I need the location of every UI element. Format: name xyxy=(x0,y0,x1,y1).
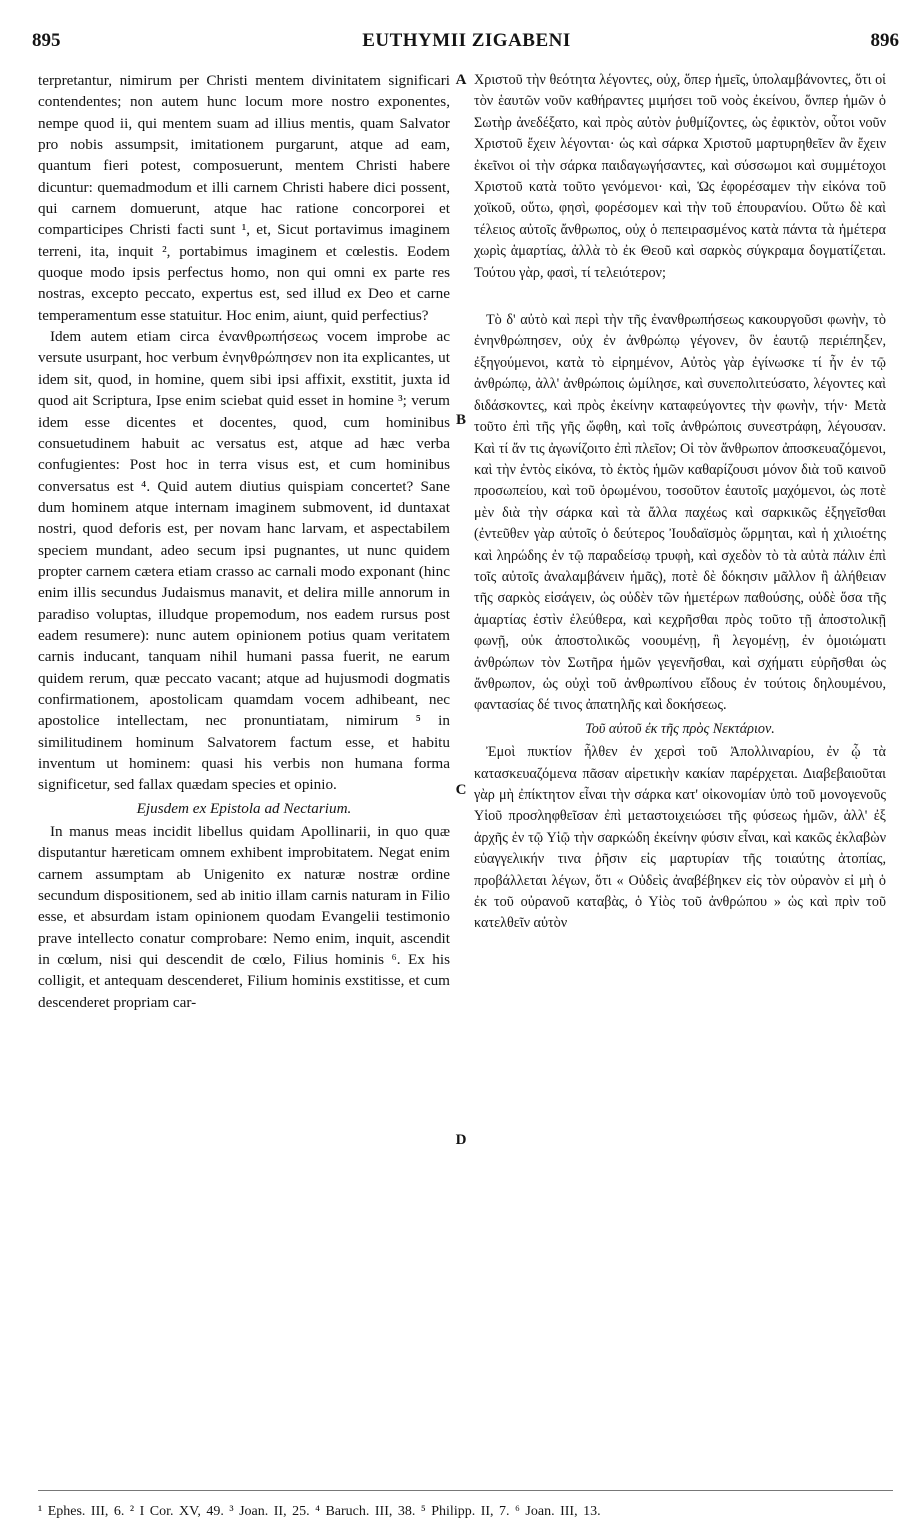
page-number-left: 895 xyxy=(32,30,61,51)
footnotes xyxy=(38,1502,893,1521)
column-gap xyxy=(474,284,886,310)
latin-column xyxy=(38,70,450,1013)
greek-subheading: Τοῦ αὐτοῦ ἐκ τῆς πρὸς Νεκτάριον. xyxy=(585,720,775,737)
footnote-text: ¹ Ephes. III, 6. ² I Cor. XV, 49. ³ Joan. II, 25. ⁴ Baruch. III, 38. ⁵ Philipp. II, 7. ⁶ Joan. III, 13. xyxy=(38,1504,601,1519)
latin-paragraph-2: Idem autem etiam circa ἐνανθρωπήσεως vocem improbe ac versute usurpant, hoc verbum ἐνηνθρώπησεν non ita explicantes, ut idem sit, quod, in homine, quem sibi ipsi affixit, exstitit, juxta id quod ait Scriptura, Ipse enim sciebat quid esset in homine ³; verum idem esse dicentes et docentes, quod, cum hominibus consuetudinem habuit ac versatus est, atque ad hæc verba confugientes: Post hoc in terra visus est, et cum hominibus conversatus est ⁴. Quid autem diutius quispiam concertet? Sane dum hominem atque internam imaginem submovent, id duntaxat nostri, quod deforis est, per novam hanc larvam, et aspectabilem speciem mundant, adeo secum ipsi pugnantes, ut nunc quidem propter carnem cætera etiam crasso ac carnali modo exponant (hinc enim illis secundus Judaismus manavit, et delira mille annorum in paradiso voluptas, illudque propemodum, nos eadem rursus post eadem resumere): nunc autem opinionem potius quam veritatem carnis inducant, tanquam nihil humani passa fuerit, ne earum quidem rerum, quæ peccato vacant; atque ad hujusmodi dogmatis confirmationem, apostolicam quamdam vocem adhibeant, nec apostolice intellectam, nec pronuntiatam, nimirum ⁵ in similitudinem hominum Salvatorem factum esse, et habitu inventum ut hominem: quasi his verbis non humana forma significetur, sed fallax quædam species et opinio. xyxy=(38,328,450,794)
section-marker-d: D xyxy=(455,1132,467,1148)
running-title: EUTHYMII ZIGABENI xyxy=(362,30,571,51)
greek-paragraph-2: Τὸ δ' αὐτὸ καὶ περὶ τὴν τῆς ἐνανθρωπήσεως κακουργοῦσι φωνὴν, τὸ ἐνηνθρώπησεν, οὐχ ἐν ἀνθρώπῳ γέγονεν, ὃν ἑαυτῷ περιέπηξεν, ἐξηγούμενοι, κατὰ τὸ εἰρημένον, Αὐτὸς γὰρ ἐγίνωσκε τί ἦν ἐν τῷ ἀνθρώπῳ, ἀλλ' ἀνθρώποις ὡμίλησε, καὶ συνεπολιτεύσατο, λέγοντες καὶ διδάσκοντες, καὶ πρὸς ἐκείνην καταφεύγοντες τὴν φωνὴν, τήν· Μετὰ τοῦτο ἐπὶ τῆς γῆς ὤφθη, καὶ τοῖς ἀνθρώποις συνεστράφη, λέγουσαν. Καὶ τί ἄν τις ἀγωνίζοιτο ἐπὶ πλεῖον; Οἱ τὸν ἄνθρωπον ἀποσκευαζόμενοι, καὶ τὴν ἐντὸς εἰκόνα, τὸ ἐκτὸς ἡμῶν καθαρίζουσι μόνον διὰ τοῦ καινοῦ προσωπείου, καὶ τοῦ ὁρωμένου, τοσοῦτον ἑαυτοῖς μαχόμενοι, ὡς ποτὲ μὲν διὰ τὴν σάρκα καὶ τὰ ἄλλα παχέως καὶ σαρκικῶς ἐξηγεῖσθαι (ἐντεῦθεν γὰρ αὐτοῖς ὁ δεύτερος Ἰουδαϊσμὸς ὥρμηται, καὶ ἡ χιλιοέτης καὶ ληρώδης ἐν τῷ παραδείσῳ τρυφὴ, καὶ σχεδὸν τὸ τὰ αὐτὰ πάλιν ἐπὶ τοῖς αὐτοῖς ἀναλαμβάνειν ἡμᾶς), ποτὲ δὲ δόκησιν μᾶλλον ἢ ἀλήθειαν τῆς σαρκὸς εἰσάγειν, ὡς οὐδὲν τῶν ἡμετέρων παθούσης, οὐδὲ ὅσα τῆς ἁμαρτίας ἐστὶν ἐλεύθερα, καὶ κεχρῆσθαι πρὸς τοῦτο τῇ ἀποστολικῇ φωνῇ, οὐκ ἀποστολικῶς νοουμένῃ, ἢ λεγομένῃ, ἐν ὁμοιώματι ἀνθρώπων τὸν Σωτῆρα ἡμῶν γεγενῆσθαι, καὶ σχήματι εὑρῆσθαι ὡς ἄνθρωπον, ὡς οὐχὶ τοῦ ἀνθρωπίνου εἴδους ἐν τούτοις δηλουμένου, φαντασίας δέ τινος ἀπατηλῆς καὶ δοκήσεως. xyxy=(474,312,886,714)
page-number-right: 896 xyxy=(870,30,899,51)
latin-paragraph-1: terpretantur, nimirum per Christi mentem divinitatem significari contendentes; non autem hunc locum more nostro exponentes, nempe quod ii, qui mentem suam ad illius mentis, quam Salvator pro nobis assumpsit, imitationem purgarunt, atque ad eam, quantum fieri potest, composuerunt, mentem Christi habere dicuntur: quemadmodum et illi carnem Christi habere dici possent, qui carnem domuerunt, atque hac ratione concorporei et comparticipes Christi facti sunt ¹, et, Sicut portavimus imaginem terreni, ita, inquit ², portabimus imaginem et cœlestis. Eodem quoque modo ipsis perfectus homo, non qui omni ex parte res nostras, excepto peccato, expertus est, sed illud ex Deo et carne temperamentum esse statuitur. Hoc enim, aiunt, quid perfectius? xyxy=(38,72,450,324)
latin-subheading: Ejusdem ex Epistola ad Nectarium. xyxy=(136,799,352,817)
section-marker-a: A xyxy=(455,72,467,88)
section-marker-b: B xyxy=(455,412,466,428)
section-marker-c: C xyxy=(455,782,467,798)
greek-column xyxy=(474,70,886,935)
footnote-divider xyxy=(38,1490,893,1491)
greek-paragraph-3: Ἐμοὶ πυκτίον ἦλθεν ἐν χερσὶ τοῦ Ἀπολλιναρίου, ἐν ᾧ τὰ κατασκευαζόμενα πᾶσαν αἱρετικὴν κακίαν παρέρχεται. Διαβεβαιοῦται γὰρ μὴ ἐπίκτητον εἶναι τὴν σάρκα κατ' οἰκονομίαν ὑπὸ τοῦ μονογενοῦς Υἱοῦ προσληφθεῖσαν ἐπὶ μεταστοιχειώσει τῆς φύσεως ἡμῶν, ἀλλ' ἐξ ἀρχῆς ἐν τῷ Υἱῷ τὴν σαρκώδη ἐκείνην φύσιν εἶναι, καὶ κακῶς ἐκλαβὼν εὐαγγελικήν τινα ῥῆσιν εἰς μαρτυρίαν τῆς τοιαύτης ἀτοπίας, προβάλλεται λέγων, ὅτι « Οὐδεὶς ἀναβέβηκεν εἰς τὸν οὐρανὸν εἰ μὴ ὁ ἐκ τοῦ οὐρανοῦ καταβὰς, ὁ Υἱὸς τοῦ ἀνθρώπου » ὡς καὶ πρὶν τοῦ κατελθεῖν αὐτὸν xyxy=(474,744,886,932)
page-header xyxy=(30,30,903,54)
latin-paragraph-3: In manus meas incidit libellus quidam Apollinarii, in quo quæ disputantur hæreticam omnem exhibent improbitatem. Negat enim carnem assumptam ab Unigenito ex naturæ nostræ ordine secundum dispositionem, sed ab initio illam carnis naturam in Filio esse, et absurdam istam opinionem quodam Evangelii testimonio prave intellecto conatur comprobare: Nemo enim, inquit, ascendit in cœlum, nisi qui descendit de cœlo, Filius hominis ⁶. Ex his colligit, et antequam descenderet, Filium hominis exstitisse, et cum descenderet propriam car- xyxy=(38,823,450,1011)
greek-paragraph-1: Χριστοῦ τὴν θεότητα λέγοντες, οὐχ, ὅπερ ἡμεῖς, ὑπολαμβάνοντες, ὅτι οἱ τὸν ἑαυτῶν νοῦν καθήραντες μιμήσει τοῦ νοὸς ἐκείνου, ὅνπερ ἡμῶν ὁ Σωτὴρ ἀνεδέξατο, καὶ πρὸς αὐτὸν ῥυθμίζοντες, ὡς ἐφικτὸν, οὗτοι νοῦν Χριστοῦ ἔχειν λέγονται· ὡς καὶ σάρκα Χριστοῦ μαρτυρηθεῖεν ἂν ἔχειν ἐκεῖνοι οἱ τὴν σάρκα παιδαγωγήσαντες, καὶ σύσσωμοι καὶ συμμέτοχοι Χριστοῦ κατὰ τοῦτο γενόμενοι· καὶ, Ὡς ἐφορέσαμεν τὴν εἰκόνα τοῦ χοϊκοῦ, οὕτω, φησὶ, φορέσομεν καὶ τὴν τοῦ ἐπουρανίου. Οὕτω δὲ καὶ τέλειος αὐτοῖς ἄνθρωπος, οὐχ ὁ πεπειρασμένος κατὰ πάντα τὰ ἡμέτερα χωρὶς ἁμαρτίας, ἀλλὰ τὸ ἐκ Θεοῦ καὶ σαρκὸς σύγκραμα δογματίζεται. Τούτου γὰρ, φασὶ, τί τελειότερον; xyxy=(474,72,886,281)
